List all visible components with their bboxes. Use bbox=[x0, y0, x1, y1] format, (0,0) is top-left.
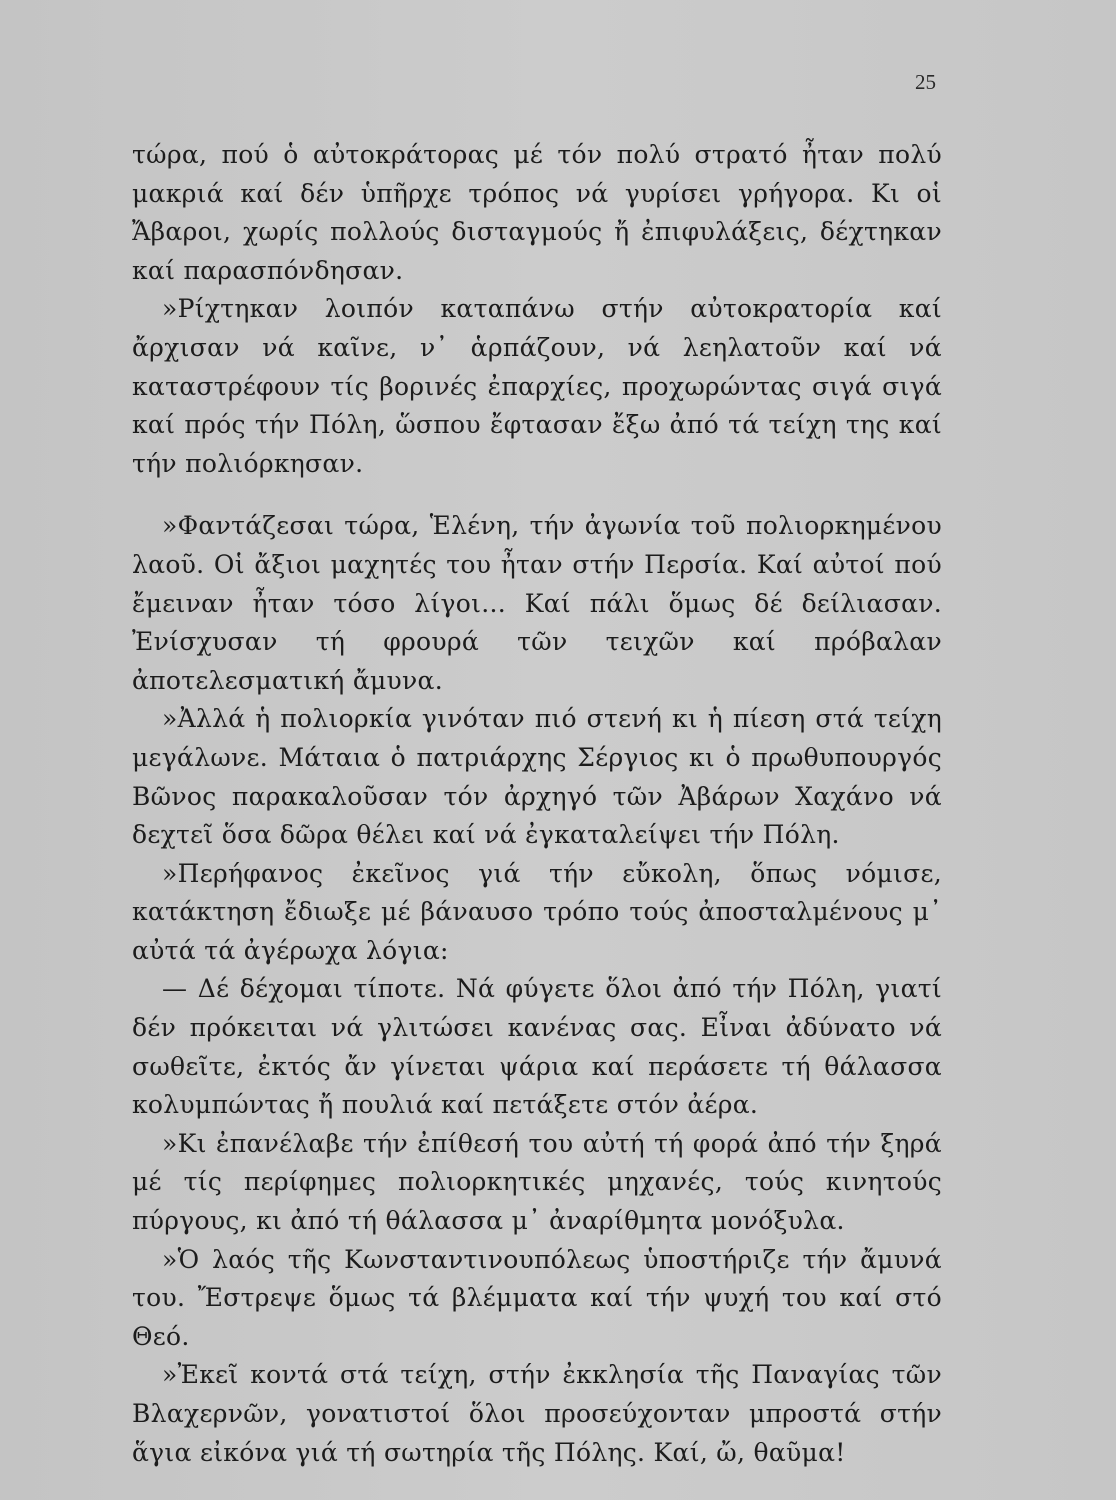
dialogue-paragraph: — Δέ δέχομαι τίποτε. Νά φύγετε ὅλοι ἀπό τήν Πόλη, γιατί δέν πρόκειται νά γλιτώσει κανένας σας. Εἶναι ἀδύνατο νά σωθεῖτε, ἐκτός ἄν γίνεται ψάρια καί περάσετε τή θάλασσα κολυμπώντας ἤ πουλιά καί πετάξετε στόν ἀέρα. bbox=[132, 974, 942, 1120]
paragraph: »Φαντάζεσαι τώρα, Ἑλένη, τήν ἀγωνία τοῦ πολιορκημένου λαοῦ. Οἱ ἄξιοι μαχητές του ἦταν στήν Περσία. Καί αὐτοί πού ἔμειναν ἦταν τόσο λίγοι... Καί πάλι ὅμως δέ δείλιασαν. Ἐνίσχυσαν τή φρουρά τῶν τειχῶν καί πρόβαλαν ἀποτελεσματική ἄμυνα. bbox=[132, 511, 942, 695]
paragraph: »Ὁ λαός τῆς Κωνσταντινουπόλεως ὑποστήριζε τήν ἄμυνά του. Ἔστρεψε ὅμως τά βλέμματα καί τήν ψυχή του καί στό Θεό. bbox=[132, 1244, 942, 1351]
paragraph: »Κι ἐπανέλαβε τήν ἐπίθεσή του αὐτή τή φορά ἀπό τήν ξηρά μέ τίς περίφημες πολιορκητικές μηχανές, τούς κινητούς πύργους, κι ἀπό τή θάλασσα μ᾽ ἀναρίθμητα μονόξυλα. bbox=[132, 1128, 942, 1236]
paragraph: »Ἀλλά ἡ πολιορκία γινόταν πιό στενή κι ἡ πίεση στά τείχη μεγάλωνε. Μάταια ὁ πατριάρχης Σέργιος κι ὁ πρωθυπουργός Βῶνος παρακαλοῦσαν τόν ἀρχηγό τῶν Ἀβάρων Χαχάνο νά δεχτεῖ ὅσα δῶρα θέλει καί νά ἐγκαταλείψει τήν Πόλη. bbox=[132, 704, 942, 850]
paragraph: τώρα, πού ὁ αὐτοκράτορας μέ τόν πολύ στρατό ἦταν πολύ μακριά καί δέν ὑπῆρχε τρόπος νά γυρίσει γρήγορα. Κι οἱ Ἄβαροι, χωρίς πολλούς δισταγμούς ἤ ἐπιφυλάξεις, δέχτηκαν καί παρασπόνδησαν. bbox=[132, 140, 942, 285]
page-number: 25 bbox=[915, 70, 936, 94]
paragraph: »Ἐκεῖ κοντά στά τείχη, στήν ἐκκλησία τῆς Παναγίας τῶν Βλαχερνῶν, γονατιστοί ὅλοι προσεύχονταν μπροστά στήν ἅγια εἰκόνα γιά τή σωτηρία τῆς Πόλης. Καί, ὤ, θαῦμα! bbox=[132, 1360, 942, 1467]
paragraph: »Ρίχτηκαν λοιπόν καταπάνω στήν αὐτοκρατορία καί ἄρχισαν νά καῖνε, ν᾽ ἁρπάζουν, νά λεηλατοῦν καί νά καταστρέφουν τίς βορινές ἐπαρχίες, προχωρώντας σιγά σιγά καί πρός τήν Πόλη, ὥσπου ἔφτασαν ἔξω ἀπό τά τείχη της καί τήν πολιόρκησαν. bbox=[132, 294, 942, 478]
body-text bbox=[132, 136, 942, 1472]
paragraph: »Περήφανος ἐκεῖνος γιά τήν εὔκολη, ὅπως νόμισε, κατάκτηση ἔδιωξε μέ βάναυσο τρόπο τούς ἀποσταλμένους μ᾽ αὐτά τά ἀγέρωχα λόγια: bbox=[132, 858, 942, 965]
